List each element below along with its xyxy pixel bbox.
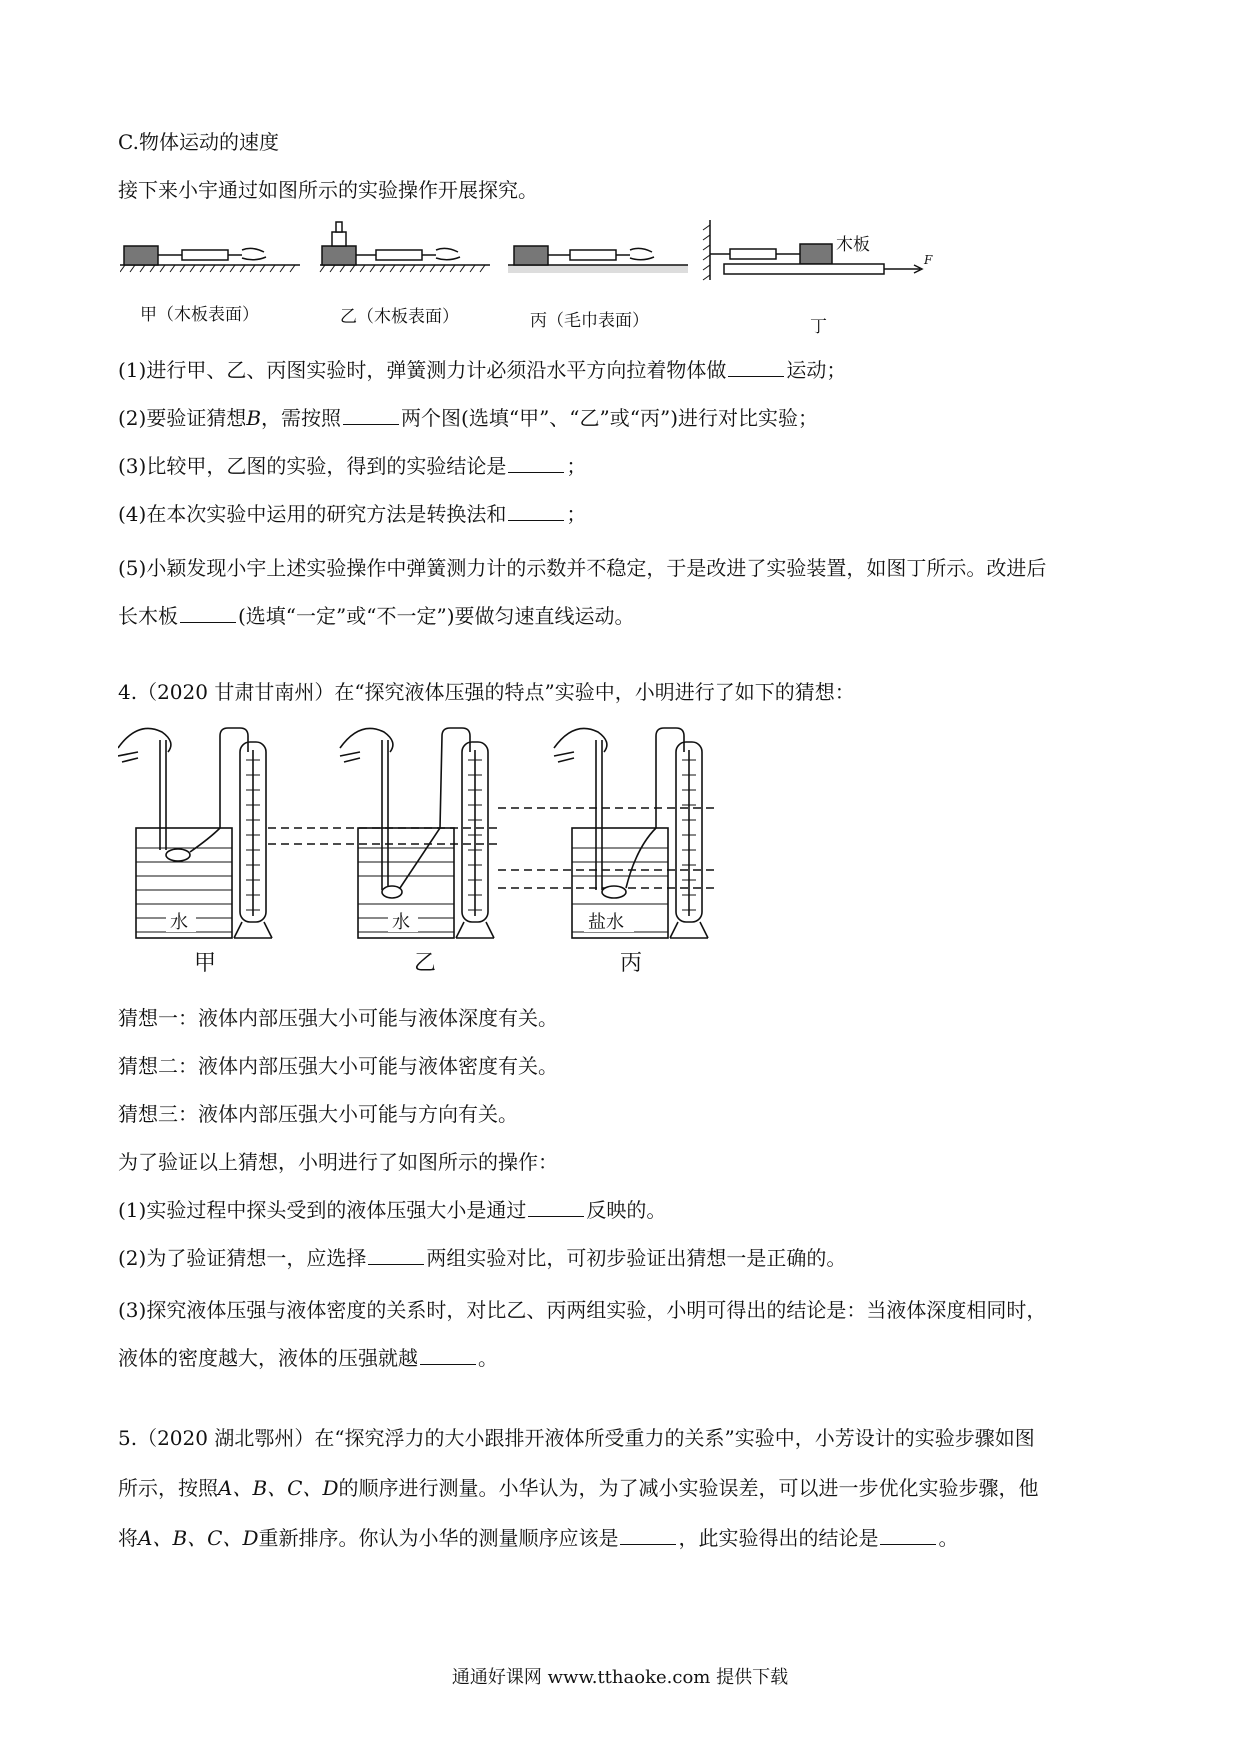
caption-bing: 丙（毛巾表面） xyxy=(530,311,649,331)
answer-blank[interactable] xyxy=(508,500,564,521)
q4-step-2: (2)为了验证猜想一，应选择 两组实验对比，可初步验证出猜想一是正确的。 xyxy=(118,1246,847,1270)
q3-intro: 接下来小宇通过如图所示的实验操作开展探究。 xyxy=(118,178,538,202)
answer-blank[interactable] xyxy=(880,1524,936,1545)
caption-ding: 丁 xyxy=(810,317,827,337)
board-label: 木板 xyxy=(836,235,870,255)
liquid-label-yi: 水 xyxy=(392,912,410,933)
caption-yi: 乙（木板表面） xyxy=(340,307,459,327)
q4-intro: 为了验证以上猜想，小明进行了如图所示的操作： xyxy=(118,1150,558,1174)
setup-bing xyxy=(554,728,708,938)
q3-step-3: (3)比较甲，乙图的实验，得到的实验结论是 ； xyxy=(118,454,587,478)
q3-step-2: (2)要验证猜想B，需按照 两个图(选填“甲”、“乙”或“丙”)进行对比实验； xyxy=(118,406,818,430)
q3-step-5-cont: 长木板 (选填“一定”或“不一定”)要做匀速直线运动。 xyxy=(118,604,635,628)
q3-step-5: (5)小颖发现小宇上述实验操作中弹簧测力计的示数并不稳定，于是改进了实验装置，如图丁所示。改进后 xyxy=(118,556,1047,580)
setup-jia xyxy=(118,728,272,938)
q4-step-3: (3)探究液体压强与液体密度的关系时，对比乙、丙两组实验，小明可得出的结论是：当液体深度相同时， xyxy=(118,1298,1047,1322)
answer-blank[interactable] xyxy=(528,1196,584,1217)
caption-jia: 甲（木板表面） xyxy=(140,305,259,325)
liquid-label-jia: 水 xyxy=(170,912,188,933)
answer-blank[interactable] xyxy=(728,356,784,377)
q5-line-3: 将A、B、C、D重新排序。你认为小华的测量顺序应该是 ，此实验得出的结论是 。 xyxy=(118,1526,959,1550)
q4-step-3-cont: 液体的密度越大，液体的压强就越 。 xyxy=(118,1346,498,1370)
friction-experiment-figure xyxy=(120,220,950,340)
q3-option-c: C.物体运动的速度 xyxy=(118,130,279,154)
caption-yi: 乙 xyxy=(414,951,437,976)
answer-blank[interactable] xyxy=(368,1244,424,1265)
page-footer: 通通好课网 www.tthaoke.com 提供下载 xyxy=(451,1667,789,1688)
panel-bing xyxy=(508,246,688,273)
q4-header: 4.（2020 甘肃甘南州）在“探究液体压强的特点”实验中，小明进行了如下的猜想： xyxy=(118,680,855,704)
q5-line-1: 5.（2020 湖北鄂州）在“探究浮力的大小跟排开液体所受重力的关系”实验中，小芳设计的实验步骤如图 xyxy=(118,1426,1035,1450)
panel-jia xyxy=(120,246,300,272)
q4-step-1: (1)实验过程中探头受到的液体压强大小是通过 反映的。 xyxy=(118,1198,667,1222)
panel-yi xyxy=(320,222,490,272)
caption-bing: 丙 xyxy=(620,951,643,976)
liquid-label-bing: 盐水 xyxy=(588,912,624,933)
liquid-pressure-figure xyxy=(118,720,778,980)
q4-hypothesis-1: 猜想一：液体内部压强大小可能与液体深度有关。 xyxy=(118,1006,558,1030)
q4-hypothesis-3: 猜想三：液体内部压强大小可能与方向有关。 xyxy=(118,1102,518,1126)
setup-yi xyxy=(340,728,494,938)
panel-ding xyxy=(703,220,922,280)
answer-blank[interactable] xyxy=(180,602,236,623)
force-label: F xyxy=(924,253,933,267)
answer-blank[interactable] xyxy=(420,1344,476,1365)
q3-step-4: (4)在本次实验中运用的研究方法是转换法和 ； xyxy=(118,502,587,526)
answer-blank[interactable] xyxy=(343,404,399,425)
answer-blank[interactable] xyxy=(620,1524,676,1545)
q3-step-1: (1)进行甲、乙、丙图实验时，弹簧测力计必须沿水平方向拉着物体做 运动； xyxy=(118,358,847,382)
q5-line-2: 所示，按照A、B、C、D的顺序进行测量。小华认为，为了减小实验误差，可以进一步优化实验步骤，他 xyxy=(118,1476,1039,1500)
caption-jia: 甲 xyxy=(194,951,217,976)
answer-blank[interactable] xyxy=(508,452,564,473)
q4-hypothesis-2: 猜想二：液体内部压强大小可能与液体密度有关。 xyxy=(118,1054,558,1078)
